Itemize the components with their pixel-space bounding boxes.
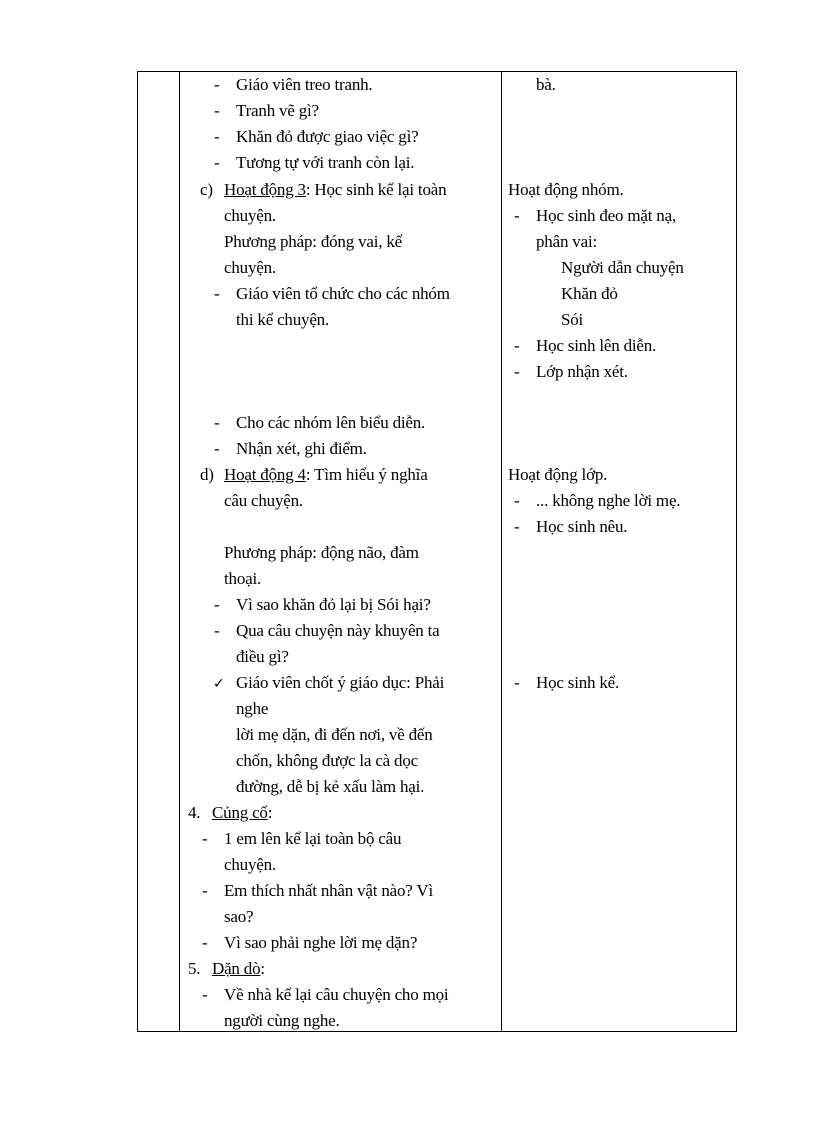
- section-heading: Dặn dò:: [212, 959, 265, 978]
- text-line: Lớp nhận xét.: [536, 362, 628, 381]
- text-line: Em thích nhất nhân vật nào? Vì: [224, 881, 433, 900]
- text-line: Vì sao phải nghe lời mẹ dặn?: [224, 933, 418, 952]
- text-line: Nhận xét, ghi điểm.: [236, 439, 367, 458]
- text-line: Sói: [561, 310, 584, 329]
- column-divider-1: [179, 72, 180, 1031]
- text-line: Giáo viên treo tranh.: [236, 75, 373, 94]
- text-line: Vì sao khăn đỏ lại bị Sói hại?: [236, 595, 431, 614]
- text-line: thi kể chuyện.: [236, 310, 330, 329]
- text-line: Hoạt động nhóm.: [508, 180, 624, 199]
- text-line: Qua câu chuyện này khuyên ta: [236, 621, 440, 640]
- text-line: phân vai:: [536, 232, 597, 251]
- activity-desc: : Tìm hiểu ý nghĩa: [305, 465, 428, 484]
- text-line: nghe: [236, 699, 269, 718]
- text-line: chuyện.: [224, 258, 276, 277]
- activity-heading: [224, 464, 428, 486]
- dash-bullet: -: [214, 127, 220, 146]
- text-line: 1 em lên kể lại toàn bộ câu: [224, 829, 402, 848]
- text-line: đường, dễ bị kẻ xấu làm hại.: [236, 777, 425, 796]
- section-marker: c): [200, 180, 213, 199]
- activity-heading: [224, 179, 446, 201]
- dash-bullet: -: [514, 336, 520, 355]
- text-line: chốn, không được la cà dọc: [236, 751, 418, 770]
- text-line: lời mẹ dặn, đi đến nơi, về đến: [236, 725, 433, 744]
- text-line: Phương pháp: đóng vai, kể: [224, 232, 402, 251]
- text-line: Học sinh lên diễn.: [536, 336, 657, 355]
- text-line: Người dẫn chuyện: [561, 258, 684, 277]
- text-line: Hoạt động lớp.: [508, 465, 608, 484]
- dash-bullet: -: [214, 101, 220, 120]
- text-line: Học sinh kể.: [536, 673, 620, 692]
- activity-title: Hoạt động 3: [224, 180, 306, 199]
- dash-bullet: -: [514, 206, 520, 225]
- text-line: thoại.: [224, 569, 262, 588]
- text-line: Giáo viên tổ chức cho các nhóm: [236, 284, 450, 303]
- section-title: Dặn dò: [212, 959, 261, 978]
- text-line: người cùng nghe.: [224, 1011, 340, 1030]
- text-line: câu chuyện.: [224, 491, 303, 510]
- dash-bullet: -: [214, 75, 220, 94]
- dash-bullet: -: [202, 985, 208, 1004]
- text-line: Về nhà kể lại câu chuyện cho mọi: [224, 985, 449, 1004]
- text-line: Tranh vẽ gì?: [236, 101, 319, 120]
- check-icon: ✓: [213, 676, 225, 692]
- dash-bullet: -: [202, 881, 208, 900]
- dash-bullet: -: [214, 284, 220, 303]
- dash-bullet: -: [214, 153, 220, 172]
- dash-bullet: -: [202, 829, 208, 848]
- section-marker: d): [200, 465, 214, 484]
- column-divider-2: [501, 72, 502, 1031]
- text-line: Cho các nhóm lên biểu diễn.: [236, 413, 426, 432]
- activity-title: Hoạt động 4: [224, 465, 306, 484]
- dash-bullet: -: [514, 673, 520, 692]
- text-line: Học sinh đeo mặt nạ,: [536, 206, 676, 225]
- text-line: Giáo viên chốt ý giáo dục: Phải: [236, 673, 445, 692]
- dash-bullet: -: [514, 517, 520, 536]
- text-line: Khăn đỏ: [561, 284, 618, 303]
- text-line: bà.: [536, 75, 556, 94]
- text-line: điều gì?: [236, 647, 289, 666]
- text-line: chuyện.: [224, 206, 276, 225]
- dash-bullet: -: [514, 491, 520, 510]
- text-line: Tương tự với tranh còn lại.: [236, 153, 415, 172]
- text-line: ... không nghe lời mẹ.: [536, 491, 681, 510]
- dash-bullet: -: [514, 362, 520, 381]
- dash-bullet: -: [214, 621, 220, 640]
- text-line: chuyện.: [224, 855, 276, 874]
- text-line: sao?: [224, 907, 254, 926]
- section-heading: Củng cố:: [212, 803, 273, 822]
- text-line: Phương pháp: động não, đàm: [224, 543, 419, 562]
- dash-bullet: -: [214, 439, 220, 458]
- section-number: 5.: [188, 959, 201, 978]
- dash-bullet: -: [202, 933, 208, 952]
- activity-desc: : Học sinh kể lại toàn: [305, 180, 447, 199]
- section-title: Củng cố: [212, 803, 268, 822]
- dash-bullet: -: [214, 413, 220, 432]
- section-number: 4.: [188, 803, 201, 822]
- text-line: Học sinh nêu.: [536, 517, 628, 536]
- text-line: Khăn đỏ được giao việc gì?: [236, 127, 419, 146]
- dash-bullet: -: [214, 595, 220, 614]
